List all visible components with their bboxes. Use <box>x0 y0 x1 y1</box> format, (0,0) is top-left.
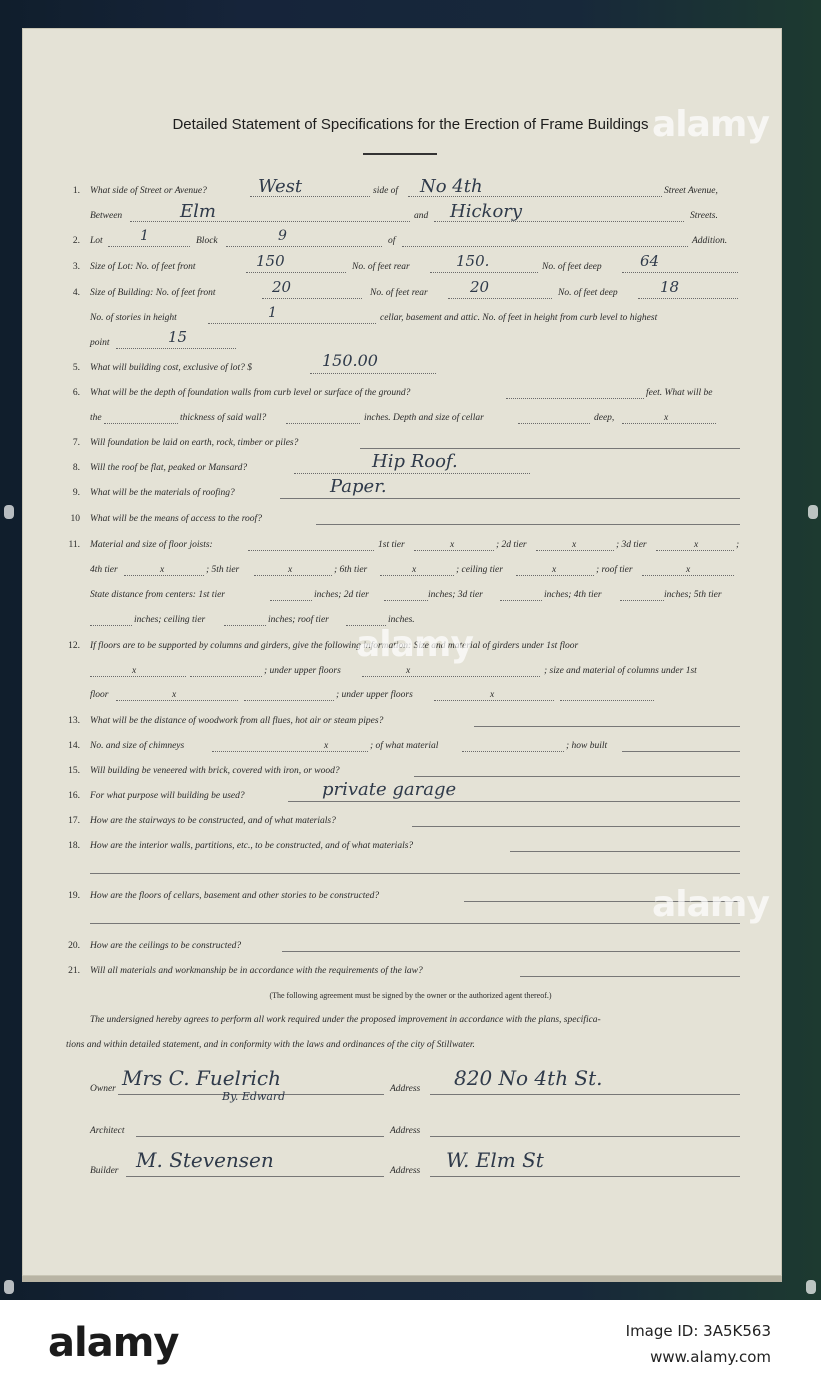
q11-line1 <box>414 550 494 551</box>
q4c-point-value: 15 <box>168 328 188 346</box>
q11b-x4: x <box>160 565 165 575</box>
q9-label: What will be the materials of roofing? <box>90 488 235 498</box>
q5-line <box>310 373 436 374</box>
q12-number: 12. <box>68 641 80 651</box>
q12b-cols: ; size and material of columns under 1st <box>544 666 697 676</box>
q18-line <box>510 851 740 852</box>
agreement-line-2: tions and within detailed statement, and in conformity with the laws and ordinances of the city of Stillwater. <box>66 1040 475 1050</box>
q19-label: How are the floors of cellars, basement and other stories to be constructed? <box>90 891 380 901</box>
agreement-note: (The following agreement must be signed by the owner or the authorized agent thereof.) <box>269 991 552 1000</box>
q14-line3 <box>622 751 740 752</box>
q11d-i6: inches; roof tier <box>268 615 329 625</box>
q14-label: No. and size of chimneys <box>90 741 185 751</box>
q11b-x5: x <box>288 565 293 575</box>
q6b-line3 <box>518 423 590 424</box>
q11-line0 <box>248 550 374 551</box>
q13-label: What will be the distance of woodwork from all flues, hot air or steam pipes? <box>90 716 384 726</box>
q6b-inches: inches. Depth and size of cellar <box>364 413 484 423</box>
q15-line <box>414 776 740 777</box>
q17-number: 17. <box>68 816 80 826</box>
q5-value: 150.00 <box>322 351 378 370</box>
q18-line2 <box>90 873 740 874</box>
q2-of-line <box>402 246 688 247</box>
q1-side-value: West <box>258 176 303 197</box>
q2-lot-line <box>108 246 190 247</box>
q11-t1: 1st tier <box>378 540 405 550</box>
q12c-line4 <box>560 700 654 701</box>
q6b-line2 <box>286 423 360 424</box>
q14-line1 <box>212 751 368 752</box>
q1b-line1 <box>130 221 410 222</box>
sheet-edge <box>22 1276 782 1282</box>
watermark-mark <box>808 505 818 519</box>
q11c-line1 <box>270 600 312 601</box>
q11c-line3 <box>500 600 542 601</box>
owner-address-label: Address <box>390 1084 421 1094</box>
q3-deep-value: 64 <box>640 252 660 270</box>
q13-number: 13. <box>68 716 80 726</box>
q11b-t5: ; 5th tier <box>206 565 240 575</box>
q3-number: 3. <box>72 262 80 272</box>
q9-number: 9. <box>72 488 80 498</box>
q2-of: of <box>388 236 396 246</box>
q11d-i5: inches; ceiling tier <box>134 615 206 625</box>
q9-line <box>280 498 740 499</box>
q8-value: Hip Roof. <box>372 451 458 472</box>
q11b-line7 <box>516 575 594 576</box>
q6b-line1 <box>104 423 178 424</box>
q6-label: What will be the depth of foundation walls from curb level or surface of the ground? <box>90 388 411 398</box>
q4-deep-value: 18 <box>660 278 680 296</box>
q3-front-value: 150 <box>256 252 285 270</box>
q11b-x7: x <box>552 565 557 575</box>
alamy-watermark: alamy <box>356 624 473 665</box>
q3-label: Size of Lot: No. of feet front <box>90 262 196 272</box>
q11b-roof: ; roof tier <box>596 565 633 575</box>
q5-number: 5. <box>72 363 80 373</box>
q11c-line2 <box>384 600 428 601</box>
builder-signature: M. Stevensen <box>136 1148 274 1172</box>
q3-deep: No. of feet deep <box>542 262 602 272</box>
q14-x: x <box>324 741 329 751</box>
q4-front-line <box>262 298 362 299</box>
q19-line2 <box>90 923 740 924</box>
q11c-i4: inches; 5th tier <box>664 590 722 600</box>
q11-x1: x <box>450 540 455 550</box>
q4b-cellar: cellar, basement and attic. No. of feet in height from curb level to highest <box>380 313 658 323</box>
alamy-watermark: alamy <box>652 104 769 145</box>
q1b-and: and <box>414 211 429 221</box>
q15-label: Will building be veneered with brick, covered with iron, or wood? <box>90 766 340 776</box>
builder-address-value: W. Elm St <box>446 1148 544 1172</box>
q11c-label: State distance from centers: 1st tier <box>90 590 225 600</box>
q11-t3: ; 3d tier <box>616 540 647 550</box>
architect-address-line <box>430 1136 740 1137</box>
q11b-line8 <box>642 575 734 576</box>
q1-street-avenue: Street Avenue, <box>664 186 718 196</box>
q1b-between: Between <box>90 211 123 221</box>
q1-label: What side of Street or Avenue? <box>90 186 207 196</box>
alamy-watermark: alamy <box>652 884 769 925</box>
q5-label: What will building cost, exclusive of lot? $ <box>90 363 253 373</box>
q11c-i3: inches; 4th tier <box>544 590 602 600</box>
q21-label: Will all materials and workmanship be in accordance with the requirements of the law? <box>90 966 423 976</box>
q12b-line1 <box>90 676 186 677</box>
q12-label: If floors are to be supported by columns and girders, give the following information: Size and material of girders under 1st floor <box>90 641 579 651</box>
q12c-x1: x <box>172 690 177 700</box>
q4-deep: No. of feet deep <box>558 288 618 298</box>
q19-number: 19. <box>68 891 80 901</box>
q12c-floor: floor <box>90 690 109 700</box>
q18-label: How are the interior walls, partitions, etc., to be constructed, and of what materials? <box>90 841 414 851</box>
owner-signature-by: By. Edward <box>222 1090 286 1103</box>
alamy-logo: alamy <box>48 1320 179 1366</box>
q2-block: Block <box>196 236 218 246</box>
q20-line <box>282 951 740 952</box>
q3-front-line <box>246 272 346 273</box>
owner-address-line <box>430 1094 740 1095</box>
q6-line <box>506 398 644 399</box>
q7-label: Will foundation be laid on earth, rock, timber or piles? <box>90 438 299 448</box>
q12b-upper: ; under upper floors <box>264 666 341 676</box>
q11c-line4 <box>620 600 664 601</box>
q14-number: 14. <box>68 741 80 751</box>
q12c-x2: x <box>490 690 495 700</box>
q16-label: For what purpose will building be used? <box>90 791 245 801</box>
q11-t2: ; 2d tier <box>496 540 527 550</box>
owner-address-value: 820 No 4th St. <box>454 1066 603 1090</box>
q13-line <box>474 726 740 727</box>
q11d-line1 <box>90 625 132 626</box>
q21-number: 21. <box>68 966 80 976</box>
watermark-mark <box>4 1280 14 1294</box>
q11d-line2 <box>224 625 266 626</box>
builder-label: Builder <box>90 1166 119 1176</box>
q6-number: 6. <box>72 388 80 398</box>
q16-line <box>288 801 740 802</box>
q12c-upper: ; under upper floors <box>336 690 413 700</box>
q14-line2 <box>462 751 564 752</box>
q11-label: Material and size of floor joists: <box>90 540 213 550</box>
q6-feet: feet. What will be <box>646 388 713 398</box>
q1b-value1: Elm <box>180 201 216 222</box>
q11b-ceil: ; ceiling tier <box>456 565 503 575</box>
q1-number: 1. <box>72 186 80 196</box>
owner-signature: Mrs C. Fuelrich <box>122 1066 281 1090</box>
q4c-point: point <box>90 338 110 348</box>
builder-address-line <box>430 1176 740 1177</box>
q4b-stories-value: 1 <box>268 305 277 321</box>
watermark-mark <box>4 505 14 519</box>
q11b-line6 <box>380 575 454 576</box>
q1-street-value: No 4th <box>420 176 483 197</box>
architect-address-label: Address <box>390 1126 421 1136</box>
q6b-deep: deep, <box>594 413 615 423</box>
q11-line2 <box>536 550 614 551</box>
q15-number: 15. <box>68 766 80 776</box>
q21-line <box>520 976 740 977</box>
q6b-line4 <box>622 423 716 424</box>
q4b-stories-line <box>208 323 376 324</box>
q4-rear-line <box>448 298 552 299</box>
q4b-stories: No. of stories in height <box>90 313 177 323</box>
q8-number: 8. <box>72 463 80 473</box>
q3-deep-line <box>622 272 738 273</box>
architect-line <box>136 1136 384 1137</box>
q3-rear: No. of feet rear <box>352 262 410 272</box>
q10-number: 10 <box>70 514 80 524</box>
watermark-mark <box>806 1280 816 1294</box>
q2-block-line <box>226 246 382 247</box>
q12b-x1: x <box>132 666 137 676</box>
q12c-line3 <box>434 700 554 701</box>
q2-addition: Addition. <box>692 236 728 246</box>
q3-rear-value: 150. <box>456 252 490 270</box>
q11-x2: x <box>572 540 577 550</box>
q8-label: Will the roof be flat, peaked or Mansard? <box>90 463 248 473</box>
q3-rear-line <box>430 272 538 273</box>
q12c-line1 <box>116 700 238 701</box>
q11c-i2: inches; 3d tier <box>428 590 483 600</box>
q11-line3 <box>656 550 734 551</box>
q1-side-of: side of <box>373 186 399 196</box>
q11b-x6: x <box>412 565 417 575</box>
q6b-x: x <box>664 413 669 423</box>
q4-rear: No. of feet rear <box>370 288 428 298</box>
agreement-line-1: The undersigned hereby agrees to perform all work required under the proposed improvement in accordance with the plans, specifica- <box>90 1015 601 1025</box>
q14-built: ; how built <box>566 741 608 751</box>
owner-label: Owner <box>90 1084 116 1094</box>
q12b-line2 <box>190 676 262 677</box>
q8-line <box>294 473 530 474</box>
q2-number: 2. <box>72 236 80 246</box>
q16-number: 16. <box>68 791 80 801</box>
q11b-t4: 4th tier <box>90 565 118 575</box>
q17-label: How are the stairways to be constructed, and of what materials? <box>90 816 336 826</box>
q18-number: 18. <box>68 841 80 851</box>
q11b-line4 <box>124 575 204 576</box>
q10-label: What will be the means of access to the roof? <box>90 514 262 524</box>
q7-line <box>360 448 740 449</box>
q4-rear-value: 20 <box>470 278 490 296</box>
q10-line <box>316 524 740 525</box>
architect-label: Architect <box>90 1126 125 1136</box>
title-underline <box>363 153 437 155</box>
q7-number: 7. <box>72 438 80 448</box>
q6b-thickness: thickness of said wall? <box>180 413 267 423</box>
q14-material: ; of what material <box>370 741 439 751</box>
form-title: Detailed Statement of Specifications for the Erection of Frame Buildings <box>172 116 649 133</box>
q11-end: ; <box>736 540 740 550</box>
q4-deep-line <box>638 298 738 299</box>
q6b-the: the <box>90 413 102 423</box>
builder-line <box>126 1176 384 1177</box>
q12c-line2 <box>244 700 334 701</box>
q2-lot: Lot <box>90 236 103 246</box>
q17-line <box>412 826 740 827</box>
q11c-i1: inches; 2d tier <box>314 590 369 600</box>
q2-block-value: 9 <box>278 228 287 244</box>
image-id: Image ID: 3A5K563 <box>625 1322 771 1340</box>
q2-lot-value: 1 <box>140 228 149 244</box>
q16-value: private garage <box>322 779 457 800</box>
q12b-line3 <box>362 676 540 677</box>
q20-number: 20. <box>68 941 80 951</box>
q11-number: 11. <box>68 540 80 550</box>
q11-x3: x <box>694 540 699 550</box>
site-url: www.alamy.com <box>650 1348 771 1366</box>
builder-address-label: Address <box>390 1166 421 1176</box>
q11b-line5 <box>254 575 332 576</box>
q11b-t6: ; 6th tier <box>334 565 368 575</box>
q4-front-value: 20 <box>272 278 292 296</box>
q11d-i7: inches. <box>388 615 415 625</box>
q11b-x8: x <box>686 565 691 575</box>
q20-label: How are the ceilings to be constructed? <box>90 941 242 951</box>
q1b-value2: Hickory <box>450 201 523 222</box>
q4c-point-line <box>116 348 236 349</box>
q9-value: Paper. <box>330 476 387 497</box>
q4-number: 4. <box>72 288 80 298</box>
q1b-streets: Streets. <box>690 211 718 221</box>
q4-label: Size of Building: No. of feet front <box>90 288 216 298</box>
q12b-x2: x <box>406 666 411 676</box>
